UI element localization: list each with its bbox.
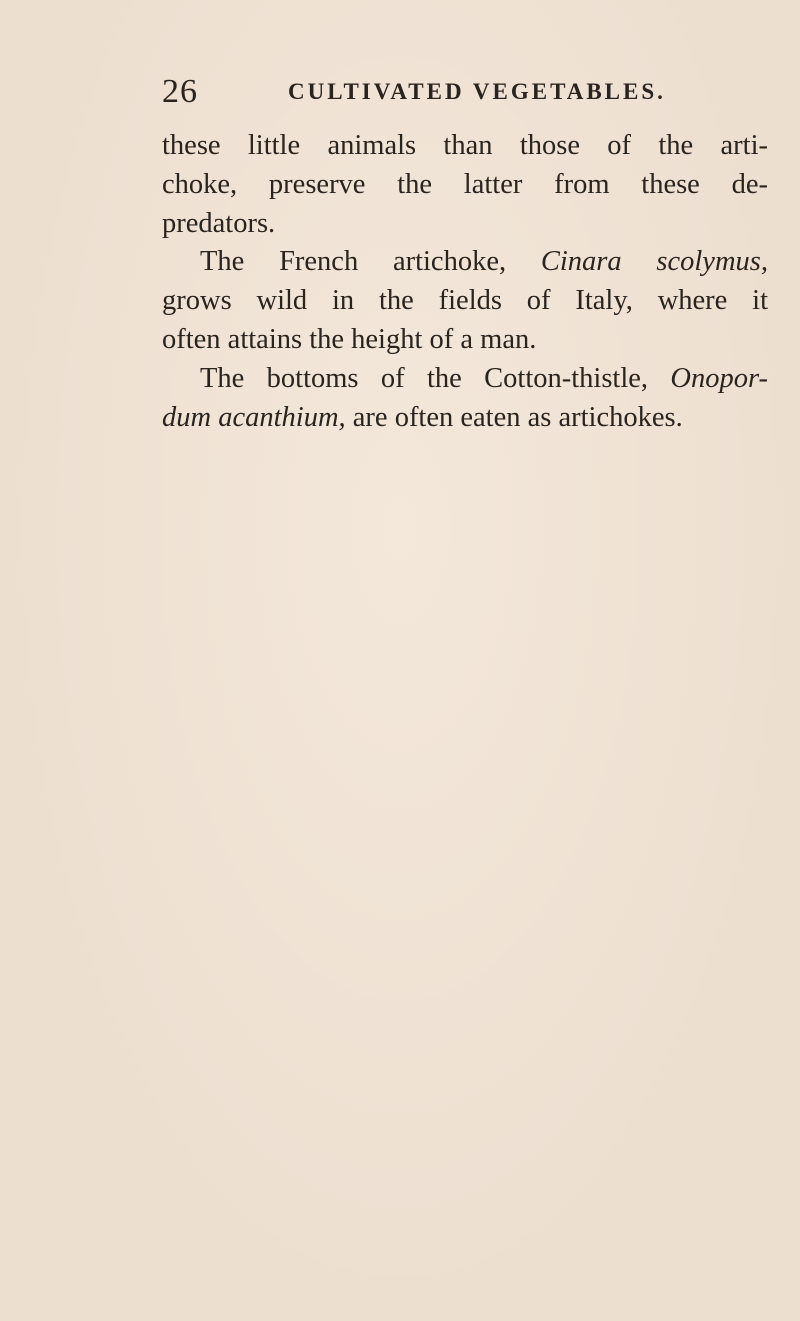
text-line: these little animals than those of the arti- (162, 130, 768, 161)
text-line: predators. (162, 207, 276, 239)
text-line (162, 399, 768, 438)
body-text (162, 127, 768, 437)
text-line (162, 243, 768, 282)
page-number: 26 (162, 73, 198, 110)
running-head (162, 70, 666, 114)
text-run: are often eaten as artichokes. (345, 401, 683, 433)
text-line (162, 360, 768, 399)
text-run: The bottoms of the Cotton-thistle, (200, 362, 671, 394)
species-name: dum acanthium, (162, 401, 346, 433)
running-title: CULTIVATED VEGETABLES. (288, 79, 666, 104)
text-line: often attains the height of a man. (162, 323, 537, 355)
text-line: grows wild in the fields of Italy, where it (162, 285, 768, 317)
text-run: The French artichoke, (200, 246, 541, 278)
text-line: choke, preserve the latter from these de- (162, 168, 768, 200)
species-name: Cinara scolymus, (540, 246, 769, 278)
species-name: Onopor- (670, 362, 768, 394)
